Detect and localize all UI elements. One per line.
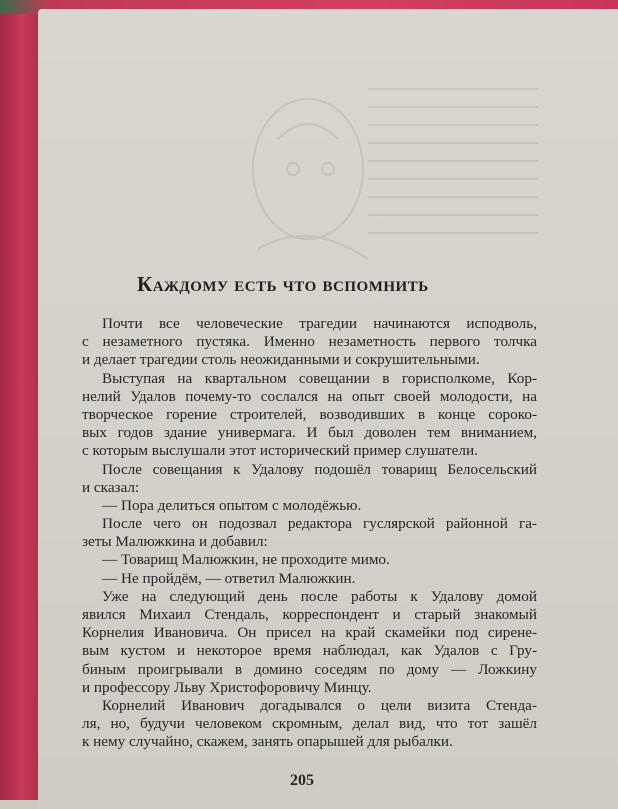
page-number: 205 [290,772,314,789]
text-line: и сказал: [82,478,140,496]
book-cover-edge [0,0,40,800]
text-line: биным проигрывали в домино соседям по дому — Ложкину [82,660,537,678]
text-line: вых годов здание универмага. И был доволен тем вниманием, [82,424,537,442]
text-line: ля, но, будучи человеком скромным, делал вид, что тот зашёл [82,715,537,733]
text-line: нелий Удалов почему-то сослался на опыт своей молодости, на [82,387,537,405]
text-line: — Пора делиться опытом с молодёжью. [102,496,362,514]
text-line: Корнелия Ивановича. Он присел на край скамейки под сирене- [82,624,537,642]
text-line: — Товарищ Малюжкин, не проходите мимо. [102,551,390,569]
text-line: к нему случайно, скажем, занять опарышей для рыбалки. [82,733,453,751]
text-line: и профессору Льву Христофоровичу Минцу. [82,678,372,696]
text-line: После совещания к Удалову подошёл товарищ Белосельский [102,460,537,478]
text-line: — Не пройдём, — ответил Малюжкин. [102,569,356,587]
text-line: зеты Малюжкина и добавил: [82,533,268,551]
text-line: После чего он подозвал редактора гуслярской районной га- [102,515,537,533]
text-line: вым кустом и некоторое время наблюдал, как Удалов с Гру- [82,642,537,660]
body-text [82,315,537,752]
chapter-title: Каждому есть что вспомнить [137,272,429,296]
text-line: творческое горение строителей, возводивших в конце сороко- [82,405,537,423]
text-line: Почти все человеческие трагедии начинаются исподволь, [102,315,537,332]
text-line: Корнелий Иванович догадывался о цели визита Стенда- [102,696,537,714]
text-line: с незаметного пустяка. Именно незаметность первого толчка [82,333,537,351]
show-through-illustration [218,49,548,309]
text-line: и делает трагедии столь неожиданными и сокрушительными. [82,351,480,369]
text-line: с которым выслушали этот исторический пример слушатели. [82,442,478,460]
text-line: Уже на следующий день после работы к Удалову домой [102,587,537,605]
text-line: явился Михаил Стендаль, корреспондент и старый знакомый [82,606,537,623]
text-line: Выступая на квартальном совещании в горисполкоме, Кор- [102,369,537,387]
